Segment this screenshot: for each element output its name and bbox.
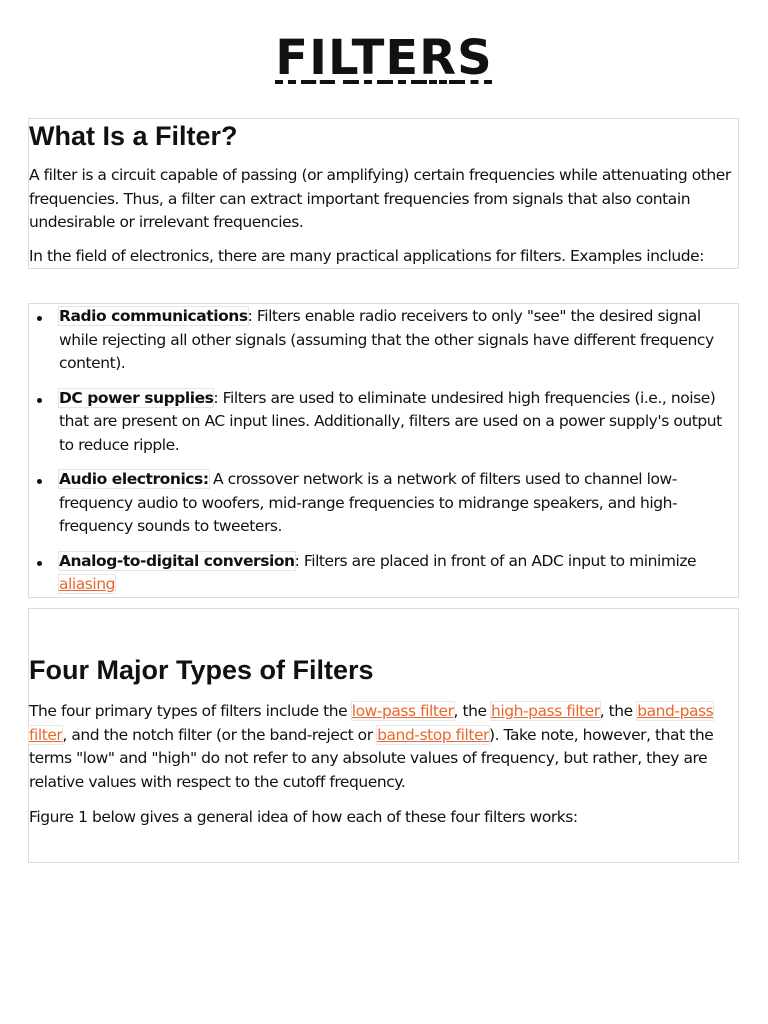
what-is-a-filter-section	[28, 118, 739, 269]
application-term: Analog-to-digital conversion	[59, 551, 295, 570]
application-description: : Filters are used to eliminate undesired high frequencies (i.e., noise) that are present on AC input lines. Additionally, filters are used on a power supply's output to reduce ripple.	[59, 388, 722, 454]
section-heading: Four Major Types of Filters	[29, 655, 374, 685]
title-letter: F	[275, 30, 310, 86]
document-title	[0, 28, 768, 88]
application-term: DC power supplies	[59, 388, 214, 407]
list-item	[59, 468, 740, 539]
paragraph-text: ). Take note, however, that the terms "low" and "high" do not refer to any absolute values of frequency, but rather, they are relative values with respect to the cutoff frequency.	[29, 725, 714, 791]
title-letter: I	[309, 30, 328, 86]
figure-intro-paragraph: Figure 1 below gives a general idea of how each of these four filters works:	[29, 808, 578, 826]
filter-types-paragraph	[29, 700, 740, 794]
paragraph-text: , the	[453, 702, 492, 720]
application-description: : Filters are placed in front of an ADC input to minimize	[294, 551, 697, 570]
applications-intro-paragraph: In the field of electronics, there are many practical applications for filters. Examples include:	[29, 247, 705, 265]
aliasing-link[interactable]: aliasing	[59, 575, 116, 593]
title-letter: L	[327, 30, 352, 86]
list-item	[59, 387, 740, 458]
application-term: Audio electronics:	[59, 470, 209, 488]
high-pass-filter-link[interactable]: high-pass filter	[491, 702, 600, 720]
list-item	[59, 550, 740, 597]
applications-list-box	[28, 303, 739, 598]
applications-list	[29, 305, 740, 608]
paragraph-text: The four primary types of filters include the	[29, 702, 352, 720]
paragraph-text: , the	[599, 702, 638, 720]
definition-paragraph: A filter is a circuit capable of passing (or amplifying) certain frequencies while attenuating other frequencies. Thus, a filter can extract important frequencies from signals that also contain undesirable or irrelevant frequencies.	[29, 166, 731, 231]
paragraph-text: , and the notch filter (or the band-reject or	[62, 725, 378, 744]
band-pass-filter-link[interactable]: band-pass filter	[29, 702, 714, 744]
title-letter: S	[457, 30, 493, 86]
low-pass-filter-link[interactable]: low-pass filter	[351, 702, 454, 720]
title-letter: R	[419, 30, 458, 86]
application-description: A crossover network is a network of filters used to channel low-frequency audio to woofers, mid-range frequencies to midrange speakers, and high-frequency sounds to tweeters.	[59, 470, 678, 535]
band-stop-filter-link[interactable]: band-stop filter	[377, 725, 489, 744]
application-term: Radio communications	[59, 307, 248, 325]
title-letter: E	[385, 30, 420, 86]
title-letter: T	[351, 30, 386, 86]
section-heading: What Is a Filter?	[29, 121, 238, 151]
filter-types-section	[28, 608, 739, 863]
list-item	[59, 305, 740, 376]
application-description: : Filters enable radio receivers to only "see" the desired signal while rejecting all other signals (assuming that the other signals have different frequency content).	[59, 307, 714, 372]
